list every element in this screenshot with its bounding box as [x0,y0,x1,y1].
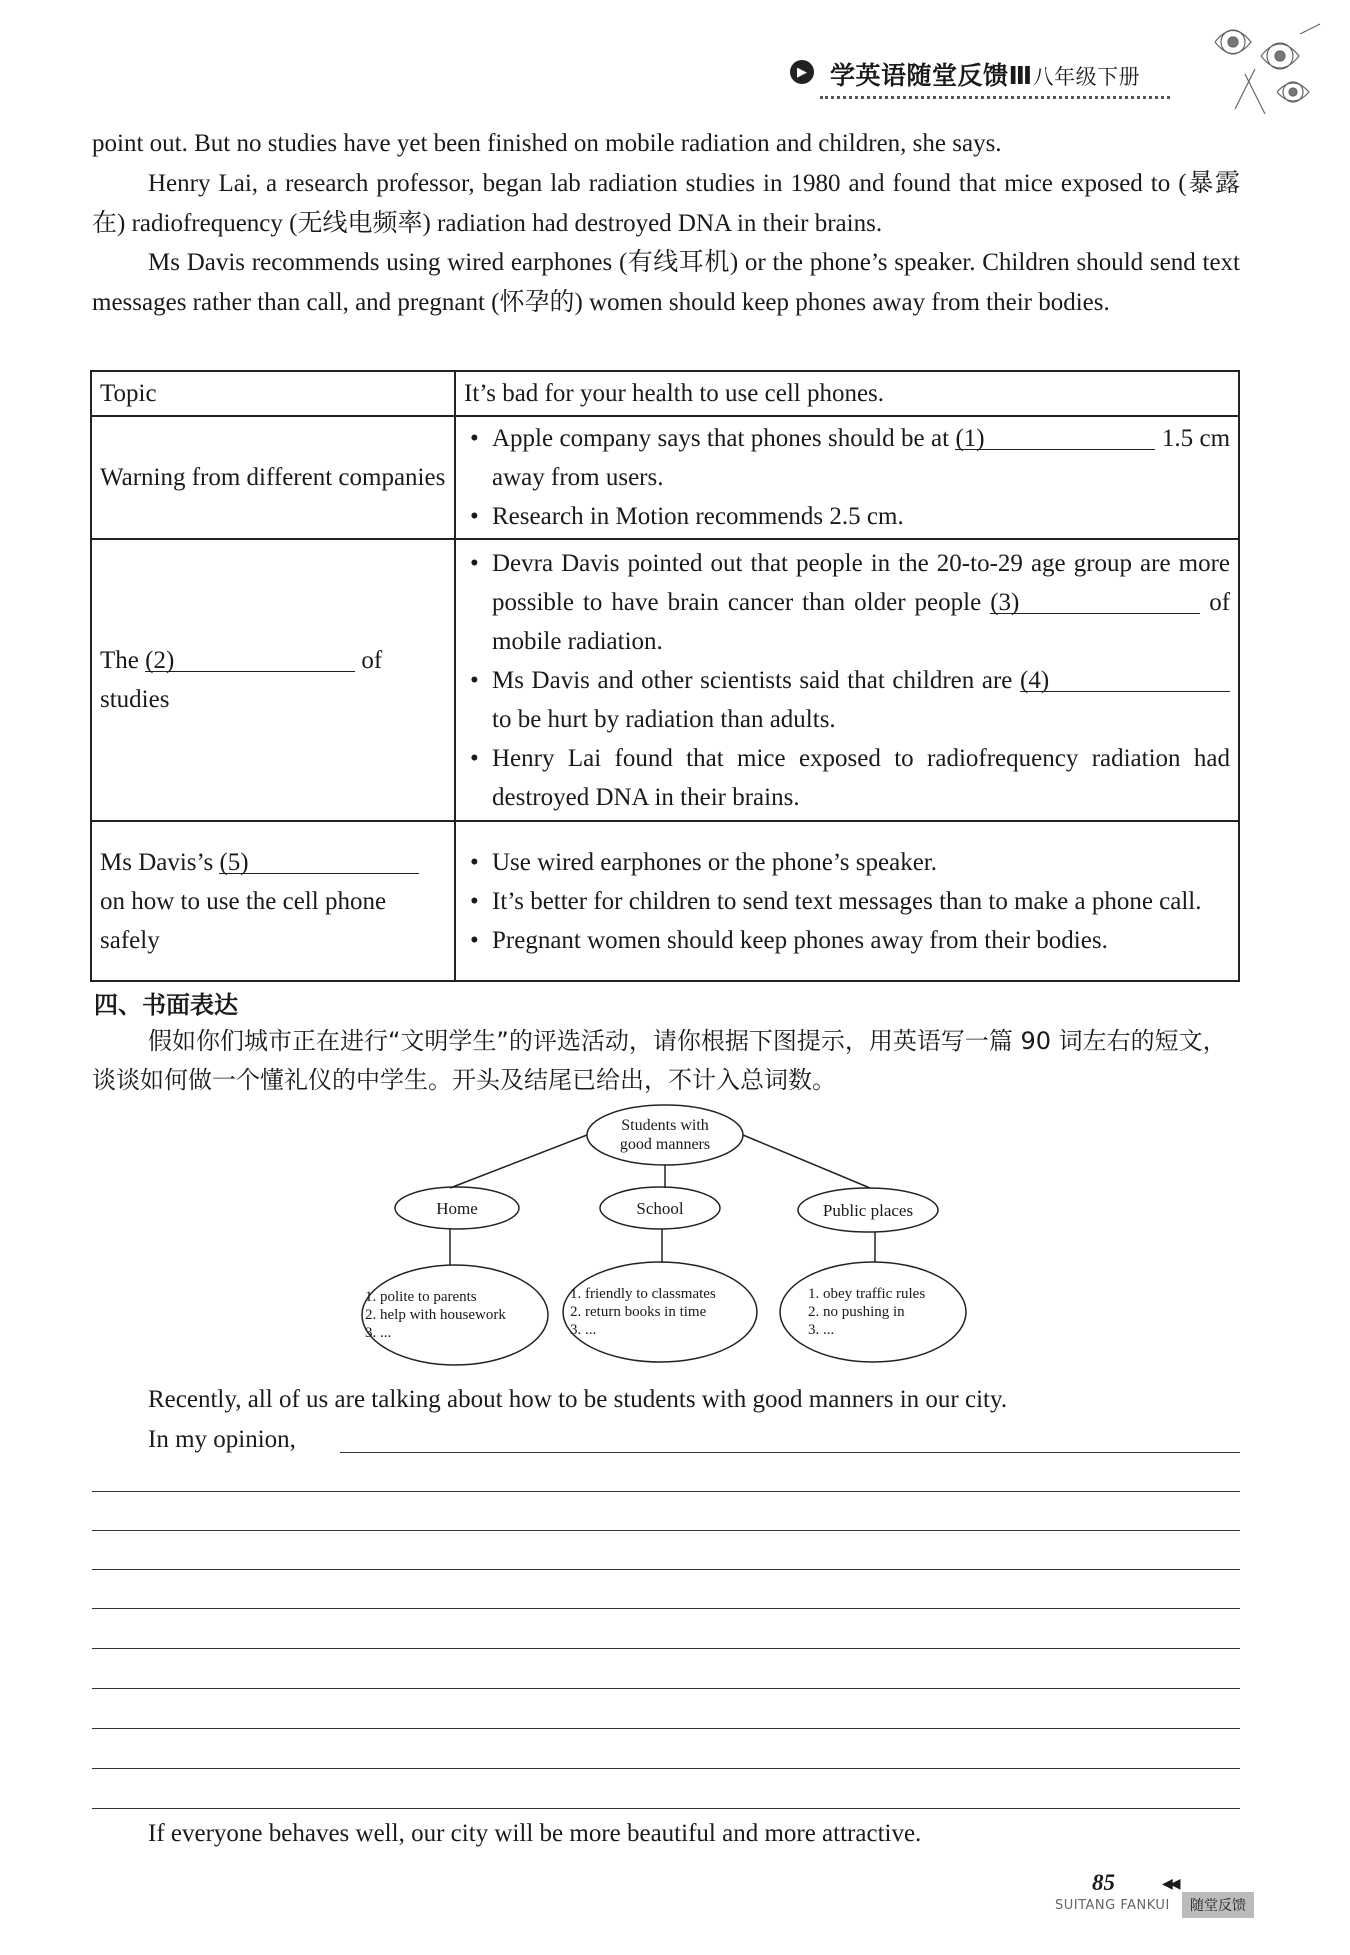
passage-para-3: Ms Davis recommends using wired earphones (有线耳机) or the phone’s speaker. Children should send text messages rather than call, and pregnant (怀孕的) women should keep phones away from their bodies. [92,249,1240,316]
writing-line[interactable] [92,1808,1240,1809]
flower-decoration-icon [1205,14,1325,124]
info-table [90,370,1240,982]
studies-label: The (2) of studies [91,539,455,821]
writing-line[interactable] [92,1491,1240,1492]
advice-label: Ms Davis’s (5) on how to use the cell phone safely [91,821,455,981]
mind-map-diagram [330,1100,1010,1380]
list-item: • Use wired earphones or the phone’s speaker. [464,843,1230,882]
writing-line[interactable] [92,1728,1240,1729]
root-label-1: Students with [621,1117,709,1134]
leaf-item: 2. help with housework [365,1307,506,1323]
opinion-prompt: In my opinion, [148,1426,296,1453]
list-item: • It’s better for children to send text messages than to make a phone call. [464,882,1230,921]
leaf-item: 2. return books in time [570,1304,707,1320]
warning-label: Warning from different companies [91,416,455,539]
topic-label: Topic [91,371,455,416]
branch-label: Home [436,1199,478,1218]
footer-tag: 随堂反馈 [1182,1892,1254,1918]
list-item: • Pregnant women should keep phones away from their bodies. [464,921,1230,960]
topic-value: It’s bad for your health to use cell phones. [455,371,1239,416]
leaf-item: 3. ... [365,1325,392,1341]
writing-line[interactable] [92,1608,1240,1609]
rewind-icon: ◀◀ [1162,1877,1178,1892]
section-title: 四、书面表达 [94,991,238,1019]
table-row [91,539,1239,821]
writing-line[interactable] [92,1648,1240,1649]
leaf-item: 1. obey traffic rules [808,1286,926,1302]
essay-opening: Recently, all of us are talking about how to be students with good manners in our city. [148,1386,1008,1413]
book-title: 学英语随堂反馈Ⅲ八年级下册 [830,61,1141,90]
branch-label: School [636,1199,684,1218]
answer-blank-2[interactable]: (2) [145,641,355,672]
writing-line[interactable] [340,1452,1240,1453]
answer-blank-4[interactable]: (4) [1020,661,1230,692]
answer-blank-5[interactable]: (5) [219,843,419,874]
passage-para-2: Henry Lai, a research professor, began lab radiation studies in 1980 and found that mice exposed to (暴露在) radiofrequency (无线电频率) radiation had destroyed DNA in their brains. [92,170,1240,237]
header-divider [820,96,1170,99]
table-row [91,416,1239,539]
footer-brand: SUITANG FANKUI [1055,1898,1170,1913]
root-label-2: good manners [619,1136,711,1153]
leaf-item: 3. ... [808,1322,835,1338]
list-item: • Devra Davis pointed out that people in the 20-to-29 age group are more possible to have brain cancer than older people (3) of mobile radiation. [464,544,1230,661]
list-item: • Henry Lai found that mice exposed to radiofrequency radiation had destroyed DNA in their brains. [464,739,1230,817]
play-icon: ▶ [790,60,814,84]
writing-line[interactable] [92,1688,1240,1689]
answer-blank-1[interactable]: (1) [955,419,1155,450]
writing-line[interactable] [92,1569,1240,1570]
root-node [587,1105,743,1165]
table-row [91,371,1239,416]
writing-line[interactable] [92,1768,1240,1769]
writing-instruction: 假如你们城市正在进行“文明学生”的评选活动，请你根据下图提示，用英语写一篇 90 词左右的短文，谈谈如何做一个懂礼仪的中学生。开头及结尾已给出，不计入总词数。 [92,1027,1227,1094]
answer-blank-3[interactable]: (3) [990,583,1200,614]
passage-para-1: point out. But no studies have yet been finished on mobile radiation and children, she says. [92,130,1002,157]
leaf-item: 2. no pushing in [808,1304,905,1320]
writing-line[interactable] [92,1530,1240,1531]
list-item: • Ms Davis and other scientists said that children are (4) to be hurt by radiation than adults. [464,661,1230,739]
page-header [780,52,1200,92]
essay-closing: If everyone behaves well, our city will be more beautiful and more attractive. [148,1820,922,1847]
branch-label: Public places [822,1201,914,1220]
leaf-item: 1. friendly to classmates [570,1286,716,1302]
leaf-item: 3. ... [570,1322,597,1338]
list-item: • Apple company says that phones should be at (1) 1.5 cm away from users. [464,419,1230,497]
list-item: • Research in Motion recommends 2.5 cm. [464,497,1230,536]
page-number: 85 [1092,1870,1115,1895]
table-row [91,821,1239,981]
leaf-item: 1. polite to parents [365,1289,477,1305]
